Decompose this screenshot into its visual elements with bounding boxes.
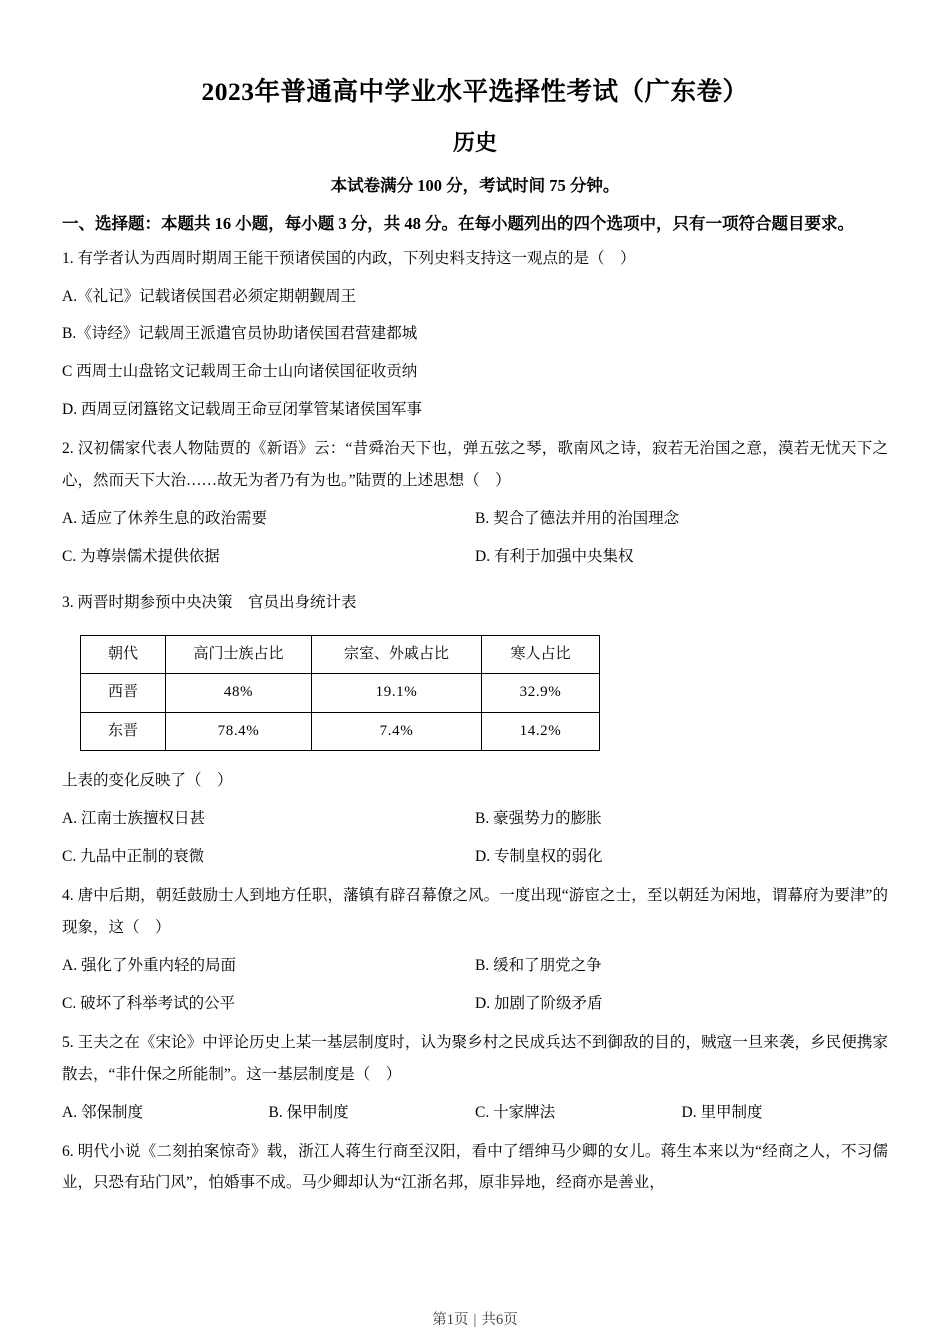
subject-title: 历史 xyxy=(452,129,497,155)
cell-gaomen: 78.4% xyxy=(166,712,312,751)
option-b[interactable]: B. 契合了德法并用的治国理念 xyxy=(475,510,680,528)
option-b[interactable]: B. 缓和了朋党之争 xyxy=(475,956,602,974)
cell-hanren: 14.2% xyxy=(482,712,600,751)
question-3-prompt: 上表的变化反映了（ ） xyxy=(62,772,233,790)
footer-total-pages: 共6页 xyxy=(481,1311,518,1328)
option-d[interactable]: D. 有利于加强中央集权 xyxy=(475,547,634,565)
statistics-table-wrapper xyxy=(80,635,888,752)
spacer xyxy=(62,573,888,583)
option-a[interactable]: A.《礼记》记载诸侯国君必须定期朝觐周王 xyxy=(62,287,357,305)
question-3-stem: 3. 两晋时期参预中央决策 官员出身统计表 xyxy=(62,593,357,611)
question-1-options xyxy=(62,281,888,427)
cell-zongshi: 19.1% xyxy=(312,674,482,713)
cell-era: 东晋 xyxy=(81,712,166,751)
option-b[interactable]: B.《诗经》记载周王派遣官员协助诸侯国君营建都城 xyxy=(62,325,418,343)
question-2-stem: 2. 汉初儒家代表人物陆贾的《新语》云：“昔舜治天下也，弹五弦之琴，歌南风之诗，寂若无治国之意，漠若无忧天下之心，然而天下大治……故无为者乃有为也。”陆贾的上述思想（ ） xyxy=(62,440,888,490)
table-header-zongshi: 宗室、外戚占比 xyxy=(312,635,482,674)
page-footer xyxy=(0,1310,950,1330)
question-4-stem: 4. 唐中后期，朝廷鼓励士人到地方任职，藩镇有辟召幕僚之风。一度出现“游宦之士，至以朝廷为闲地，谓幕府为要津”的现象，这（ ） xyxy=(62,887,888,936)
statistics-table xyxy=(80,635,600,752)
option-d[interactable]: D. 专制皇权的弱化 xyxy=(475,848,603,866)
cell-era: 西晋 xyxy=(81,674,166,713)
option-c[interactable]: C. 十家牌法 xyxy=(475,1103,556,1121)
question-6-stem: 6. 明代小说《二刻拍案惊奇》载，浙江人蒋生行商至汉阳，看中了缙绅马少卿的女儿。蒋生本来以为“经商之人，不习儒业，只恐有玷门风”，怕婚事不成。马少卿却认为“江浙名邦，原非异地，经商亦是善业， xyxy=(62,1142,888,1192)
option-a[interactable]: A. 强化了外重内轻的局面 xyxy=(62,956,236,974)
footer-separator: | xyxy=(473,1311,477,1328)
cell-zongshi: 7.4% xyxy=(312,712,482,751)
option-b[interactable]: B. 保甲制度 xyxy=(268,1103,349,1121)
table-header-gaomen: 高门士族占比 xyxy=(166,635,312,674)
option-a[interactable]: A. 邻保制度 xyxy=(62,1103,143,1121)
section-heading: 一、选择题：本题共 16 小题，每小题 3 分，共 48 分。在每小题列出的四个选项中，只有一项符合题目要求。 xyxy=(62,214,854,234)
table-row xyxy=(81,674,600,713)
table-row xyxy=(81,712,600,751)
question-2-options xyxy=(62,503,888,573)
table-header-era: 朝代 xyxy=(81,635,166,674)
option-d[interactable]: D. 西周豆闭簋铭文记载周王命豆闭掌管某诸侯国军事 xyxy=(62,401,422,419)
question-4-options xyxy=(62,950,888,1020)
table-header-hanren: 寒人占比 xyxy=(482,635,600,674)
option-c[interactable]: C 西周士山盘铭文记载周王命士山向诸侯国征收贡纳 xyxy=(62,363,418,381)
option-c[interactable]: C. 破坏了科举考试的公平 xyxy=(62,994,236,1012)
footer-current-page: 第1页 xyxy=(432,1311,469,1328)
option-d[interactable]: D. 加剧了阶级矛盾 xyxy=(475,994,603,1012)
exam-meta: 本试卷满分 100 分，考试时间 75 分钟。 xyxy=(330,176,620,196)
question-1-stem: 1. 有学者认为西周时期周王能干预诸侯国的内政，下列史料支持这一观点的是（ ） xyxy=(62,249,636,267)
cell-hanren: 32.9% xyxy=(482,674,600,713)
question-5-stem: 5. 王夫之在《宋论》中评论历史上某一基层制度时，认为聚乡村之民成兵达不到御敌的目的，贼寇一旦来袭，乡民便携家散去，“非什保之所能制”。这一基层制度是（ ） xyxy=(62,1033,888,1083)
option-c[interactable]: C. 为尊崇儒术提供依据 xyxy=(62,547,220,565)
option-c[interactable]: C. 九品中正制的衰微 xyxy=(62,848,205,866)
page-title: 2023年普通高中学业水平选择性考试（广东卷） xyxy=(201,77,749,106)
option-d[interactable]: D. 里甲制度 xyxy=(681,1103,763,1121)
question-3-options xyxy=(62,803,888,873)
question-5-options xyxy=(62,1097,888,1129)
table-header-row xyxy=(81,635,600,674)
cell-gaomen: 48% xyxy=(166,674,312,713)
option-a[interactable]: A. 江南士族擅权日甚 xyxy=(62,810,205,828)
option-b[interactable]: B. 豪强势力的膨胀 xyxy=(475,810,602,828)
option-a[interactable]: A. 适应了休养生息的政治需要 xyxy=(62,510,267,528)
